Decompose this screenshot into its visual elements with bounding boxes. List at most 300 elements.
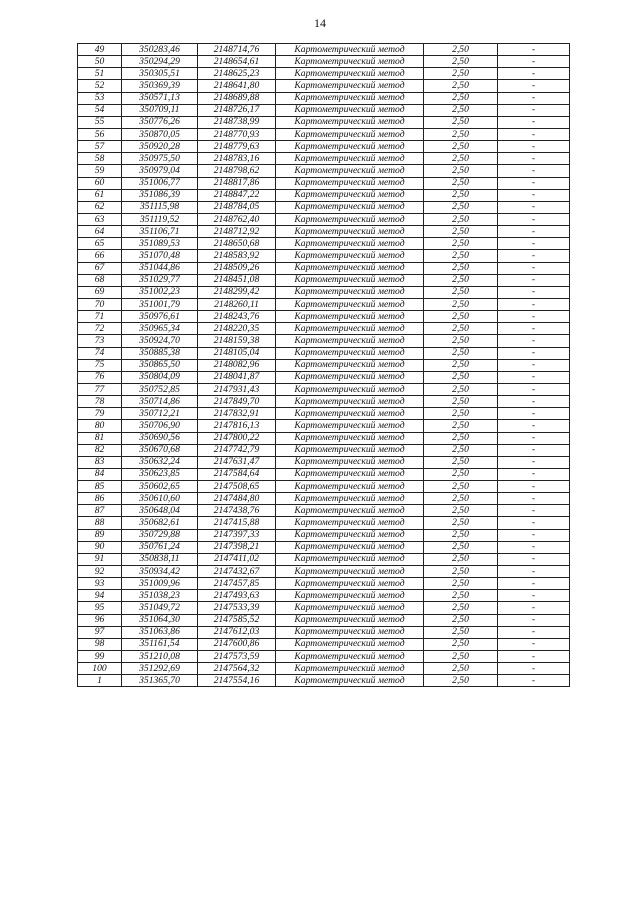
note-cell: - xyxy=(498,286,570,298)
accuracy-cell: 2,50 xyxy=(424,359,498,371)
method-cell: Картометрический метод xyxy=(276,578,424,590)
table-row xyxy=(78,201,570,213)
x-coordinate-cell: 351070,48 xyxy=(122,250,198,262)
accuracy-cell: 2,50 xyxy=(424,675,498,687)
point-number-cell: 77 xyxy=(78,383,122,395)
y-coordinate-cell: 2148784,05 xyxy=(198,201,276,213)
y-coordinate-cell: 2147631,47 xyxy=(198,456,276,468)
method-cell: Картометрический метод xyxy=(276,614,424,626)
y-coordinate-cell: 2147816,13 xyxy=(198,420,276,432)
method-cell: Картометрический метод xyxy=(276,335,424,347)
table-row xyxy=(78,116,570,128)
point-number-cell: 99 xyxy=(78,651,122,663)
note-cell: - xyxy=(498,68,570,80)
accuracy-cell: 2,50 xyxy=(424,347,498,359)
x-coordinate-cell: 350729,88 xyxy=(122,529,198,541)
x-coordinate-cell: 351292,69 xyxy=(122,663,198,675)
accuracy-cell: 2,50 xyxy=(424,323,498,335)
y-coordinate-cell: 2148041,87 xyxy=(198,371,276,383)
method-cell: Картометрический метод xyxy=(276,56,424,68)
table-row xyxy=(78,262,570,274)
note-cell: - xyxy=(498,468,570,480)
accuracy-cell: 2,50 xyxy=(424,529,498,541)
x-coordinate-cell: 350602,65 xyxy=(122,481,198,493)
method-cell: Картометрический метод xyxy=(276,505,424,517)
method-cell: Картометрический метод xyxy=(276,250,424,262)
point-number-cell: 84 xyxy=(78,468,122,480)
point-number-cell: 76 xyxy=(78,371,122,383)
method-cell: Картометрический метод xyxy=(276,226,424,238)
method-cell: Картометрический метод xyxy=(276,408,424,420)
note-cell: - xyxy=(498,213,570,225)
point-number-cell: 56 xyxy=(78,128,122,140)
point-number-cell: 65 xyxy=(78,238,122,250)
method-cell: Картометрический метод xyxy=(276,675,424,687)
point-number-cell: 69 xyxy=(78,286,122,298)
note-cell: - xyxy=(498,529,570,541)
note-cell: - xyxy=(498,80,570,92)
table-row xyxy=(78,68,570,80)
note-cell: - xyxy=(498,456,570,468)
accuracy-cell: 2,50 xyxy=(424,432,498,444)
note-cell: - xyxy=(498,104,570,116)
y-coordinate-cell: 2148299,42 xyxy=(198,286,276,298)
point-number-cell: 80 xyxy=(78,420,122,432)
table-row xyxy=(78,396,570,408)
point-number-cell: 49 xyxy=(78,44,122,56)
point-number-cell: 87 xyxy=(78,505,122,517)
note-cell: - xyxy=(498,663,570,675)
y-coordinate-cell: 2148714,76 xyxy=(198,44,276,56)
point-number-cell: 85 xyxy=(78,481,122,493)
y-coordinate-cell: 2147533,39 xyxy=(198,602,276,614)
accuracy-cell: 2,50 xyxy=(424,68,498,80)
accuracy-cell: 2,50 xyxy=(424,505,498,517)
method-cell: Картометрический метод xyxy=(276,468,424,480)
note-cell: - xyxy=(498,493,570,505)
table-row xyxy=(78,177,570,189)
method-cell: Картометрический метод xyxy=(276,323,424,335)
y-coordinate-cell: 2148641,80 xyxy=(198,80,276,92)
method-cell: Картометрический метод xyxy=(276,347,424,359)
x-coordinate-cell: 351365,70 xyxy=(122,675,198,687)
table-row xyxy=(78,153,570,165)
method-cell: Картометрический метод xyxy=(276,420,424,432)
method-cell: Картометрический метод xyxy=(276,553,424,565)
accuracy-cell: 2,50 xyxy=(424,396,498,408)
point-number-cell: 86 xyxy=(78,493,122,505)
point-number-cell: 67 xyxy=(78,262,122,274)
x-coordinate-cell: 351001,79 xyxy=(122,298,198,310)
method-cell: Картометрический метод xyxy=(276,383,424,395)
table-row xyxy=(78,432,570,444)
accuracy-cell: 2,50 xyxy=(424,213,498,225)
point-number-cell: 74 xyxy=(78,347,122,359)
accuracy-cell: 2,50 xyxy=(424,444,498,456)
table-row xyxy=(78,638,570,650)
y-coordinate-cell: 2148159,38 xyxy=(198,335,276,347)
y-coordinate-cell: 2147573,59 xyxy=(198,651,276,663)
method-cell: Картометрический метод xyxy=(276,529,424,541)
accuracy-cell: 2,50 xyxy=(424,614,498,626)
x-coordinate-cell: 350712,21 xyxy=(122,408,198,420)
note-cell: - xyxy=(498,238,570,250)
y-coordinate-cell: 2148105,04 xyxy=(198,347,276,359)
table-row xyxy=(78,675,570,687)
note-cell: - xyxy=(498,505,570,517)
y-coordinate-cell: 2147742,79 xyxy=(198,444,276,456)
x-coordinate-cell: 350920,28 xyxy=(122,141,198,153)
point-number-cell: 50 xyxy=(78,56,122,68)
point-number-cell: 68 xyxy=(78,274,122,286)
table-row xyxy=(78,602,570,614)
accuracy-cell: 2,50 xyxy=(424,286,498,298)
note-cell: - xyxy=(498,92,570,104)
x-coordinate-cell: 351002,23 xyxy=(122,286,198,298)
accuracy-cell: 2,50 xyxy=(424,578,498,590)
method-cell: Картометрический метод xyxy=(276,602,424,614)
table-row xyxy=(78,347,570,359)
point-number-cell: 52 xyxy=(78,80,122,92)
note-cell: - xyxy=(498,420,570,432)
page-number: 14 xyxy=(314,16,326,30)
note-cell: - xyxy=(498,201,570,213)
x-coordinate-cell: 351086,39 xyxy=(122,189,198,201)
y-coordinate-cell: 2147484,80 xyxy=(198,493,276,505)
method-cell: Картометрический метод xyxy=(276,213,424,225)
method-cell: Картометрический метод xyxy=(276,590,424,602)
y-coordinate-cell: 2147411,02 xyxy=(198,553,276,565)
table-row xyxy=(78,104,570,116)
point-number-cell: 75 xyxy=(78,359,122,371)
accuracy-cell: 2,50 xyxy=(424,262,498,274)
point-number-cell: 88 xyxy=(78,517,122,529)
y-coordinate-cell: 2147585,52 xyxy=(198,614,276,626)
y-coordinate-cell: 2148451,08 xyxy=(198,274,276,286)
x-coordinate-cell: 350283,46 xyxy=(122,44,198,56)
note-cell: - xyxy=(498,675,570,687)
accuracy-cell: 2,50 xyxy=(424,651,498,663)
x-coordinate-cell: 351089,53 xyxy=(122,238,198,250)
x-coordinate-cell: 350924,70 xyxy=(122,335,198,347)
point-number-cell: 93 xyxy=(78,578,122,590)
table-row xyxy=(78,323,570,335)
table-row xyxy=(78,481,570,493)
note-cell: - xyxy=(498,311,570,323)
y-coordinate-cell: 2148243,76 xyxy=(198,311,276,323)
table-row xyxy=(78,553,570,565)
accuracy-cell: 2,50 xyxy=(424,80,498,92)
method-cell: Картометрический метод xyxy=(276,432,424,444)
point-number-cell: 60 xyxy=(78,177,122,189)
point-number-cell: 97 xyxy=(78,626,122,638)
note-cell: - xyxy=(498,250,570,262)
accuracy-cell: 2,50 xyxy=(424,141,498,153)
y-coordinate-cell: 2147415,88 xyxy=(198,517,276,529)
x-coordinate-cell: 351044,86 xyxy=(122,262,198,274)
table-row xyxy=(78,286,570,298)
table-row xyxy=(78,311,570,323)
point-number-cell: 57 xyxy=(78,141,122,153)
table-row xyxy=(78,517,570,529)
table-row xyxy=(78,165,570,177)
x-coordinate-cell: 350838,11 xyxy=(122,553,198,565)
x-coordinate-cell: 351119,52 xyxy=(122,213,198,225)
point-number-cell: 55 xyxy=(78,116,122,128)
method-cell: Картометрический метод xyxy=(276,481,424,493)
note-cell: - xyxy=(498,226,570,238)
note-cell: - xyxy=(498,553,570,565)
accuracy-cell: 2,50 xyxy=(424,626,498,638)
y-coordinate-cell: 2147832,91 xyxy=(198,408,276,420)
table-row xyxy=(78,444,570,456)
point-number-cell: 92 xyxy=(78,566,122,578)
accuracy-cell: 2,50 xyxy=(424,590,498,602)
table-row xyxy=(78,383,570,395)
accuracy-cell: 2,50 xyxy=(424,517,498,529)
x-coordinate-cell: 350294,29 xyxy=(122,56,198,68)
accuracy-cell: 2,50 xyxy=(424,311,498,323)
point-number-cell: 82 xyxy=(78,444,122,456)
y-coordinate-cell: 2147432,67 xyxy=(198,566,276,578)
x-coordinate-cell: 350305,51 xyxy=(122,68,198,80)
method-cell: Картометрический метод xyxy=(276,311,424,323)
method-cell: Картометрический метод xyxy=(276,298,424,310)
table-row xyxy=(78,213,570,225)
table-row xyxy=(78,238,570,250)
point-number-cell: 53 xyxy=(78,92,122,104)
note-cell: - xyxy=(498,432,570,444)
method-cell: Картометрический метод xyxy=(276,517,424,529)
method-cell: Картометрический метод xyxy=(276,541,424,553)
accuracy-cell: 2,50 xyxy=(424,226,498,238)
note-cell: - xyxy=(498,274,570,286)
note-cell: - xyxy=(498,590,570,602)
y-coordinate-cell: 2147554,16 xyxy=(198,675,276,687)
note-cell: - xyxy=(498,614,570,626)
point-number-cell: 78 xyxy=(78,396,122,408)
table-row xyxy=(78,80,570,92)
table-row xyxy=(78,359,570,371)
point-number-cell: 96 xyxy=(78,614,122,626)
x-coordinate-cell: 350965,34 xyxy=(122,323,198,335)
x-coordinate-cell: 350369,39 xyxy=(122,80,198,92)
y-coordinate-cell: 2148783,16 xyxy=(198,153,276,165)
method-cell: Картометрический метод xyxy=(276,153,424,165)
y-coordinate-cell: 2148726,17 xyxy=(198,104,276,116)
method-cell: Картометрический метод xyxy=(276,189,424,201)
method-cell: Картометрический метод xyxy=(276,493,424,505)
point-number-cell: 51 xyxy=(78,68,122,80)
x-coordinate-cell: 351106,71 xyxy=(122,226,198,238)
table-row xyxy=(78,335,570,347)
table-row xyxy=(78,226,570,238)
table-row xyxy=(78,541,570,553)
x-coordinate-cell: 350670,68 xyxy=(122,444,198,456)
y-coordinate-cell: 2147438,76 xyxy=(198,505,276,517)
table-row xyxy=(78,493,570,505)
note-cell: - xyxy=(498,335,570,347)
table-row xyxy=(78,578,570,590)
x-coordinate-cell: 350709,11 xyxy=(122,104,198,116)
y-coordinate-cell: 2148260,11 xyxy=(198,298,276,310)
accuracy-cell: 2,50 xyxy=(424,638,498,650)
table-row xyxy=(78,468,570,480)
method-cell: Картометрический метод xyxy=(276,396,424,408)
accuracy-cell: 2,50 xyxy=(424,250,498,262)
accuracy-cell: 2,50 xyxy=(424,44,498,56)
x-coordinate-cell: 350976,61 xyxy=(122,311,198,323)
table-row xyxy=(78,128,570,140)
table-row xyxy=(78,274,570,286)
accuracy-cell: 2,50 xyxy=(424,663,498,675)
accuracy-cell: 2,50 xyxy=(424,201,498,213)
note-cell: - xyxy=(498,189,570,201)
accuracy-cell: 2,50 xyxy=(424,408,498,420)
table-row xyxy=(78,44,570,56)
point-number-cell: 64 xyxy=(78,226,122,238)
x-coordinate-cell: 351006,77 xyxy=(122,177,198,189)
note-cell: - xyxy=(498,116,570,128)
y-coordinate-cell: 2148798,62 xyxy=(198,165,276,177)
method-cell: Картометрический метод xyxy=(276,444,424,456)
x-coordinate-cell: 350682,61 xyxy=(122,517,198,529)
accuracy-cell: 2,50 xyxy=(424,383,498,395)
table-row xyxy=(78,566,570,578)
note-cell: - xyxy=(498,566,570,578)
point-number-cell: 81 xyxy=(78,432,122,444)
point-number-cell: 95 xyxy=(78,602,122,614)
x-coordinate-cell: 351064,30 xyxy=(122,614,198,626)
table-row xyxy=(78,408,570,420)
note-cell: - xyxy=(498,602,570,614)
table-row xyxy=(78,663,570,675)
x-coordinate-cell: 350690,56 xyxy=(122,432,198,444)
y-coordinate-cell: 2147508,65 xyxy=(198,481,276,493)
note-cell: - xyxy=(498,626,570,638)
table-row xyxy=(78,298,570,310)
note-cell: - xyxy=(498,298,570,310)
method-cell: Картометрический метод xyxy=(276,651,424,663)
x-coordinate-cell: 350934,42 xyxy=(122,566,198,578)
x-coordinate-cell: 351115,98 xyxy=(122,201,198,213)
method-cell: Картометрический метод xyxy=(276,80,424,92)
accuracy-cell: 2,50 xyxy=(424,493,498,505)
note-cell: - xyxy=(498,165,570,177)
y-coordinate-cell: 2148689,88 xyxy=(198,92,276,104)
y-coordinate-cell: 2148817,86 xyxy=(198,177,276,189)
x-coordinate-cell: 351009,96 xyxy=(122,578,198,590)
point-number-cell: 90 xyxy=(78,541,122,553)
y-coordinate-cell: 2148650,68 xyxy=(198,238,276,250)
method-cell: Картометрический метод xyxy=(276,44,424,56)
method-cell: Картометрический метод xyxy=(276,566,424,578)
y-coordinate-cell: 2148712,92 xyxy=(198,226,276,238)
accuracy-cell: 2,50 xyxy=(424,456,498,468)
point-number-cell: 62 xyxy=(78,201,122,213)
method-cell: Картометрический метод xyxy=(276,286,424,298)
point-number-cell: 89 xyxy=(78,529,122,541)
table-row xyxy=(78,189,570,201)
note-cell: - xyxy=(498,141,570,153)
y-coordinate-cell: 2147457,85 xyxy=(198,578,276,590)
y-coordinate-cell: 2147493,63 xyxy=(198,590,276,602)
y-coordinate-cell: 2148654,61 xyxy=(198,56,276,68)
accuracy-cell: 2,50 xyxy=(424,104,498,116)
y-coordinate-cell: 2147800,22 xyxy=(198,432,276,444)
x-coordinate-cell: 350870,05 xyxy=(122,128,198,140)
x-coordinate-cell: 350648,04 xyxy=(122,505,198,517)
table-row xyxy=(78,456,570,468)
y-coordinate-cell: 2147584,64 xyxy=(198,468,276,480)
y-coordinate-cell: 2148762,40 xyxy=(198,213,276,225)
accuracy-cell: 2,50 xyxy=(424,335,498,347)
accuracy-cell: 2,50 xyxy=(424,541,498,553)
accuracy-cell: 2,50 xyxy=(424,566,498,578)
method-cell: Картометрический метод xyxy=(276,359,424,371)
table-row xyxy=(78,371,570,383)
y-coordinate-cell: 2147398,21 xyxy=(198,541,276,553)
note-cell: - xyxy=(498,481,570,493)
note-cell: - xyxy=(498,638,570,650)
accuracy-cell: 2,50 xyxy=(424,116,498,128)
x-coordinate-cell: 350714,86 xyxy=(122,396,198,408)
accuracy-cell: 2,50 xyxy=(424,177,498,189)
table-row xyxy=(78,141,570,153)
method-cell: Картометрический метод xyxy=(276,663,424,675)
x-coordinate-cell: 350776,26 xyxy=(122,116,198,128)
accuracy-cell: 2,50 xyxy=(424,602,498,614)
note-cell: - xyxy=(498,396,570,408)
note-cell: - xyxy=(498,408,570,420)
point-number-cell: 63 xyxy=(78,213,122,225)
y-coordinate-cell: 2148082,96 xyxy=(198,359,276,371)
accuracy-cell: 2,50 xyxy=(424,553,498,565)
coordinates-table xyxy=(77,43,570,687)
x-coordinate-cell: 350761,24 xyxy=(122,541,198,553)
y-coordinate-cell: 2147564,32 xyxy=(198,663,276,675)
x-coordinate-cell: 351038,23 xyxy=(122,590,198,602)
accuracy-cell: 2,50 xyxy=(424,189,498,201)
x-coordinate-cell: 351063,86 xyxy=(122,626,198,638)
method-cell: Картометрический метод xyxy=(276,141,424,153)
point-number-cell: 1 xyxy=(78,675,122,687)
table-row xyxy=(78,651,570,663)
method-cell: Картометрический метод xyxy=(276,274,424,286)
table-row xyxy=(78,529,570,541)
method-cell: Картометрический метод xyxy=(276,177,424,189)
method-cell: Картометрический метод xyxy=(276,104,424,116)
accuracy-cell: 2,50 xyxy=(424,371,498,383)
method-cell: Картометрический метод xyxy=(276,371,424,383)
table-row xyxy=(78,56,570,68)
point-number-cell: 72 xyxy=(78,323,122,335)
x-coordinate-cell: 351161,54 xyxy=(122,638,198,650)
x-coordinate-cell: 350979,04 xyxy=(122,165,198,177)
method-cell: Картометрический метод xyxy=(276,165,424,177)
y-coordinate-cell: 2148738,99 xyxy=(198,116,276,128)
y-coordinate-cell: 2148770,93 xyxy=(198,128,276,140)
point-number-cell: 79 xyxy=(78,408,122,420)
method-cell: Картометрический метод xyxy=(276,128,424,140)
table-row xyxy=(78,614,570,626)
table-row xyxy=(78,590,570,602)
note-cell: - xyxy=(498,383,570,395)
x-coordinate-cell: 350804,09 xyxy=(122,371,198,383)
accuracy-cell: 2,50 xyxy=(424,92,498,104)
method-cell: Картометрический метод xyxy=(276,638,424,650)
accuracy-cell: 2,50 xyxy=(424,56,498,68)
